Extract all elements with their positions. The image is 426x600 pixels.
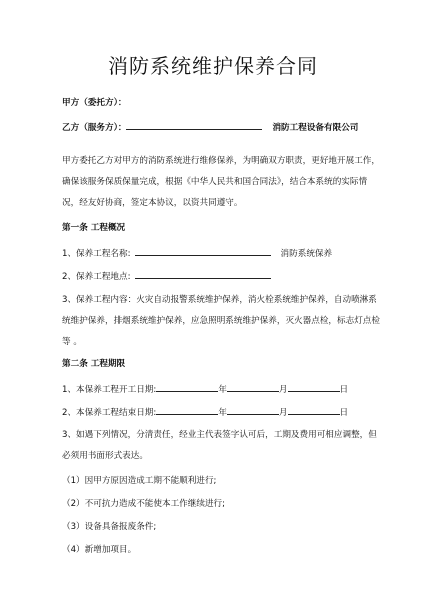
document-title: 消防系统维护保养合同 (108, 54, 318, 78)
start-month-blank[interactable] (227, 382, 279, 392)
year-unit: 年 (218, 408, 227, 418)
project-content-paragraph: 3、保养工程内容：火灾自动报警系统维护保养，消火栓系统维护保养，自动喷淋系统维护保养，排烟系统维护保养，应急照明系统维护保养，灭火器点检，标志灯点检等 。 (62, 295, 380, 347)
project-name-label: 1、保养工程名称: (62, 249, 131, 259)
sub-item: （2）不可抗力造成不能使本工作继续进行; (62, 499, 226, 509)
day-unit: 日 (339, 408, 349, 418)
intro-paragraph: 甲方委托乙方对甲方的消防系统进行维修保养，为明确双方职责，更好地开展工作，确保该服务保质保量完成，根据《中华人民共和国合同法》，结合本系统的实际情况，经友好协商，签定本协议，以资共同遵守。 (62, 156, 380, 208)
party-a-label: 甲方（委托方）： (62, 98, 127, 108)
day-unit: 日 (339, 385, 349, 395)
project-location-row (62, 269, 271, 283)
end-month-blank[interactable] (227, 405, 279, 415)
party-b-name: 消防工程设备有限公司 (272, 123, 359, 133)
end-day-blank[interactable] (288, 405, 340, 415)
project-name-blank[interactable] (135, 246, 271, 256)
project-name-value: 消防系统保养 (280, 249, 333, 259)
section1-heading: 第一条 工程概况 (62, 223, 126, 233)
party-b-blank[interactable] (126, 120, 262, 130)
adjustment-paragraph: 3、如遇下列情况，分清责任，经业主代表签字认可后，工期及费用可相应调整，但必须用书面形式表达。 (62, 430, 377, 461)
month-unit: 月 (278, 408, 288, 418)
section2-heading: 第二条 工程期限 (62, 359, 126, 369)
end-date-label: 2、本保养工程结束日期: (62, 408, 157, 418)
party-b-label: 乙方（服务方）： (62, 123, 127, 133)
start-date-label: 1、本保养工程开工日期: (62, 385, 157, 395)
month-unit: 月 (278, 385, 288, 395)
project-location-label: 2、保养工程地点: (62, 272, 131, 282)
year-unit: 年 (218, 385, 227, 395)
sub-item: （3）设备具备报废条件; (62, 522, 157, 532)
sub-item: （4）新增加项目。 (62, 545, 137, 555)
end-year-blank[interactable] (156, 405, 218, 415)
start-year-blank[interactable] (156, 382, 218, 392)
sub-item: （1）因甲方原因造成工期不能顺利进行; (62, 476, 217, 486)
start-day-blank[interactable] (288, 382, 340, 392)
party-b-row (62, 120, 358, 134)
project-name-row (62, 246, 332, 260)
start-date-row (62, 382, 348, 396)
end-date-row (62, 405, 348, 419)
project-location-blank[interactable] (135, 269, 271, 279)
